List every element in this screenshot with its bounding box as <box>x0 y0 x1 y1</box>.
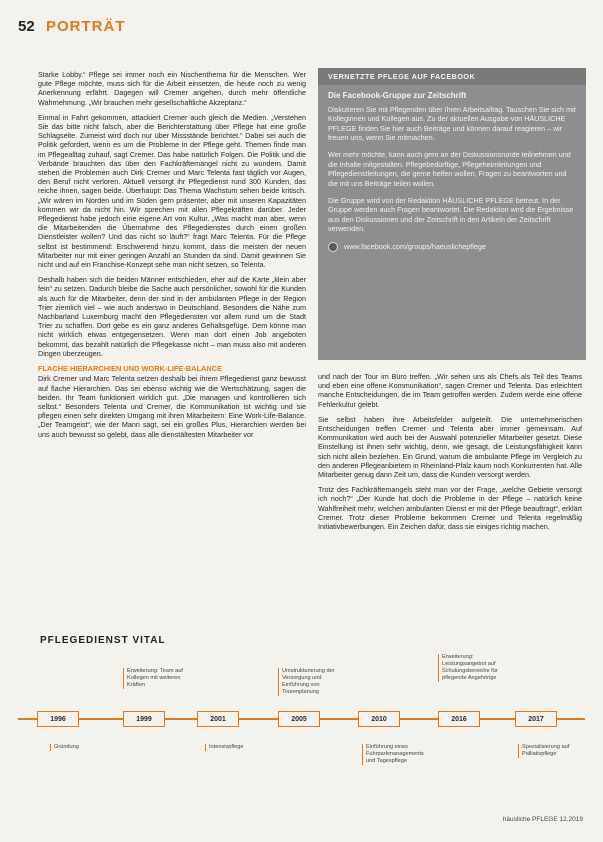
facebook-sidebox <box>318 68 586 360</box>
timeline-note: Umstrukturierung der Versorgung und Einführung von Tourenplanung <box>278 668 350 696</box>
right-column <box>318 372 582 537</box>
subheading: FLACHE HIERARCHIEN UND WORK-LIFE-BALANCE <box>38 364 222 374</box>
page-footer: häusliche PFLEGE 12.2019 <box>502 816 583 823</box>
timeline-note: Erweiterung: Team auf Kollegen mit weiteren Kräften <box>123 668 189 689</box>
page-number: 52 <box>18 18 35 35</box>
timeline-note: Erweiterung: Leistungsangebot auf Schulungsbereiche für pflegende Angehörige <box>438 654 510 682</box>
paragraph: Trotz des Fachkräftemangels steht man vor der Frage, „welche Gebiete versorgt ich noch?“ „Der Kunde hat doch die Probleme in der Pflege – natürlich keine Wahlfreiheit mehr, welchen ambulanten Dienst er mit der Pflege beauftragt“, erklärt Cremer. Trotz dieser Probleme bekommen Cremer und Telenta regelmäßig Initiativbewerbungen. Ein Zeichen dafür, dass sie einiges richtig machen. <box>318 485 582 532</box>
timeline-year: 2001 <box>197 711 239 727</box>
sidebox-header: VERNETZTE PFLEGE AUF FACEBOOK <box>318 68 586 85</box>
paragraph: und nach der Tour im Büro treffen. „Wir sehen uns als Chefs als Teil des Teams und eben eine offene Kommunikation“, sagen Cremer und Telenta. Das erleichtert manche Entscheidungen, die im Team getroffen werden. Zudem werde eine offene Fehlerkultur gelebt. <box>318 372 582 409</box>
timeline-note: Einführung eines Fuhrparkmanagements und Tagespflege <box>362 744 424 765</box>
facebook-link[interactable] <box>328 242 576 252</box>
paragraph: Sie selbst haben ihre Arbeitsfelder aufgeteilt. Die unternehmerischen Entscheidungen treffen Cremer und Telenta aber immer gemeinsam. Auf Kommunikation wird auch bei der Auswahl potenzieller Mitarbeiter gesetzt. Diese Einstellung ist ihnen sehr wichtig, denn, wie gesagt, die Leistungsfähigkeit kann sich nicht allein beziehen. Ein Grund, warum die ambulante Pflege im Vergleich zu den anderen Pflegeanbietern in Rheinland-Pfalz kaum noch Konkurrenten hat. Alle Mitarbeiter genug dann Zeit um, dass die Kunden versorgt werden. <box>318 414 582 480</box>
sidebox-paragraph: Wer mehr möchte, kann auch gern an der Diskussionsrunde teilnehmen und die Inhalte mitgestalten. Pflegebedürftige, Pflegeheimleitungen und Pflegedienstleitungen, die gerne helfen wollen, Fragen zu beantworten und die mit uns Beiträge teilen wollen. <box>328 150 571 188</box>
facebook-link-label: www.facebook.com/groups/haeuslichepflege <box>344 241 486 251</box>
timeline-note: Spezialisierung auf Palliativpflege <box>518 744 580 758</box>
timeline-year: 1996 <box>37 711 79 727</box>
section-title: PORTRÄT <box>46 18 126 35</box>
timeline-year: 2016 <box>438 711 480 727</box>
facebook-icon <box>328 242 338 252</box>
timeline-year: 2005 <box>278 711 320 727</box>
paragraph: Einmal in Fahrt gekommen, attackiert Cremer auch gleich die Medien. „Verstehen Sie das bitte nicht falsch, aber die Berichterstattung über Pflege hat eine große Schlagseite. Zumeist wird doch nur über Missstände berichtet.“ Dabei sei auch die Politik gefordert, wenn es um die Probleme in der Pflege geht. Themen finde man im Pflegealltag zuhauf, sagt Cremer. Das habe natürlich Folgen. Die Politik und die Verbände brauchten das über den Fachkräftemangel nicht zu wundern. Damit stehen die Problemen auch Dirk Cremer und Marc Telenta fast täglich vor Augen, den Beruf nicht verloren. Aktuell versorgt ihr Pflegedienst rund 300 Kunden, das reiche ihnen, sagen beide. Überhaupt: Das Thema Wachstum sehen beide kritisch. „Wir wären im Norden und im Süden gern präsenter, aber mit unseren Kapazitäten kommen wir da nicht hin. Wir sprechen mit allen Pflegekräften darüber. Jeder Pflegedienst habe jedoch eine eigene Art von Kultur. „Was macht man aber, wenn die Mitarbeitenden die Übernahme des Pflegedienstes durch einen großen Dienstleister wollen? Und das nicht so läuft?“ fragt Marc Telenta. Für die Pflege selbst ist bestimmend: Erschwerend hinzu kommt, dass die meisten der neuen Mitarbeiter nur mit einer geringen Anzahl an Stunden da sind. Damit gewinnen Sie nicht und auf ein Franchise-Konzept sehe man nicht setzen, so Telenta. <box>38 112 306 270</box>
paragraph: Dirk Cremer und Marc Telenta setzen deshalb bei ihrem Pflegedienst ganz bewusst auf flache Hierarchien. Das sei ebenso wichtig wie die Wertschätzung, sagen die beiden. Ihr Team funktioniert wirklich gut. „Die managen und kontrollieren sich selbst.“ Besonders Telenta und Cremer, die Kommunikation ist wichtig und sie pflegen einen sehr direkten Umgang mit ihren Mitarbeitern: Eine Work-Life-Balance. „Der Teamgeist“, wie der Mann sagt, sei ein großes Plus, Hierarchien werden bei uns auch bewusst so gelebt, dass alle dienstältesten Mitarbeiter vor <box>38 374 306 439</box>
paragraph: Starke Lobby.“ Pflege sei immer noch ein Nischenthema für die Menschen. Wer gute Pflege möchte, muss sich für die Arbeit einsetzen, die heute noch zu wenig Anerkennung erfährt. Dagegen will Cremer angehen, durch mehr öffentliche Wahrnehmung. „Wir brauchen mehr gesellschaftliche Akzeptanz.“ <box>38 70 306 107</box>
timeline-note: Intensivpflege <box>205 744 259 751</box>
sidebox-paragraph: Die Gruppe wird von der Redaktion HÄUSLICHE PFLEGE betreut. In der Gruppe werden auch Fragen beantwortet. Die Redaktion wird die Ergebnisse aus den Diskussionen und der Zeitschrift in den Artikeln der Zeitschrift verwenden. <box>328 196 574 234</box>
left-column <box>38 70 306 445</box>
sidebox-subtitle: Die Facebook-Gruppe zur Zeitschrift <box>328 91 467 101</box>
sidebox-paragraph: Diskutieren Sie mit Pflegenden über Ihren Arbeitsalltag. Tauschen Sie sich mit Kolleginnen und Kollegen aus. Zu der aktuellen Ausgabe von HÄUSLICHE PFLEGE finden Sie hier auch Beiträge und können darauf reagieren – wir freuen uns, wenn Sie mitmachen. <box>328 104 576 143</box>
timeline-title: PFLEGEDIENST VITAL <box>40 635 166 646</box>
timeline-note: Gründung <box>50 744 104 751</box>
timeline-year: 2010 <box>358 711 400 727</box>
timeline-year: 2017 <box>515 711 557 727</box>
paragraph: Deshalb haben sich die beiden Männer entschieden, eher auf die Karte „klein aber fein“ zu setzen. Dadurch bleibe die Sache auch persönlicher, sowohl für die Kunden als auch für die Mitarbeiter, denn der sind in der ambulanten Pflege in der Region Trier ziemlich viel – wie auch anderswo in Deutschland. Besonders die Nähe zum Nachbarland Luxemburg macht den Pflegediensten vor allem rund um die Stadt Trier zu schaffen. Dort gebe es ein ganz anderes Gehaltsgefüge. Dem könne man nicht wirklich etwas entgegensetzen. Wenn man dort einen Job angeboten bekommt, das bezahlt natürlich die Pflegekasse nicht – man muss also mit anderen Dingen überzeugen. <box>38 275 306 358</box>
timeline-year: 1999 <box>123 711 165 727</box>
